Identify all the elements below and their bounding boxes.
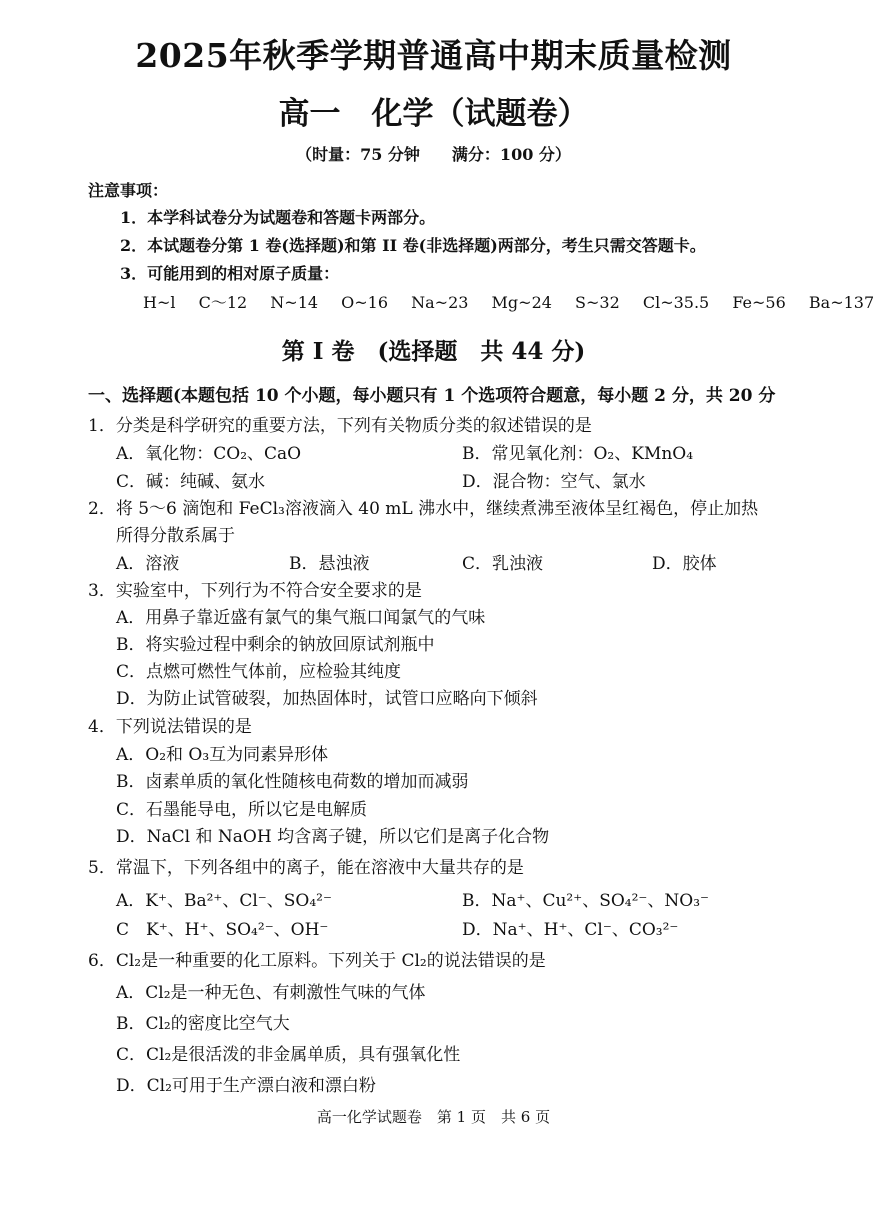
q5-stem: 5．常温下，下列各组中的离子，能在溶液中大量共存的是 [88, 858, 524, 878]
mass-c: C～12 [198, 293, 248, 312]
q1-option-b: B．常见氧化剂：O₂、KMnO₄ [462, 444, 694, 464]
time-score-info: （时量：75 分钟 满分：100 分） [296, 145, 571, 164]
q1-stem: 1．分类是科学研究的重要方法，下列有关物质分类的叙述错误的是 [88, 416, 592, 436]
atomic-masses [143, 290, 874, 313]
mass-mg: Mg~24 [491, 293, 552, 312]
part-one-heading: 一、选择题(本题包括 10 个小题，每小题只有 1 个选项符合题意，每小题 2 分，共 20 分 [88, 386, 776, 406]
q3-option-d: D．为防止试管破裂，加热固体时，试管口应略向下倾斜 [116, 689, 538, 709]
notice-item-2: 2．本试题卷分第 1 卷(选择题)和第 II 卷(非选择题)两部分，考生只需交答题卡。 [120, 236, 706, 255]
exam-subtitle: 高一 化学（试题卷） [278, 96, 589, 132]
q4-option-c: C．石墨能导电，所以它是电解质 [116, 800, 368, 820]
q6-option-a: A．Cl₂是一种无色、有刺激性气味的气体 [116, 983, 426, 1003]
mass-fe: Fe~56 [732, 293, 786, 312]
mass-s: S~32 [575, 293, 620, 312]
q1-option-d: D．混合物：空气、氯水 [462, 472, 646, 492]
page-footer: 高一化学试题卷 第 1 页 共 6 页 [316, 1108, 551, 1126]
q4-option-d: D．NaCl 和 NaOH 均含离子键，所以它们是离子化合物 [116, 827, 550, 847]
q6-option-d: D．Cl₂可用于生产漂白液和漂白粉 [116, 1076, 376, 1096]
q5-option-a: A．K⁺、Ba²⁺、Cl⁻、SO₄²⁻ [116, 891, 332, 911]
mass-o: O~16 [341, 293, 389, 312]
q6-option-c: C．Cl₂是很活泼的非金属单质，具有强氧化性 [116, 1045, 461, 1065]
q2-option-c: C．乳浊液 [462, 554, 544, 574]
q4-stem: 4．下列说法错误的是 [88, 717, 252, 737]
notice-item-3: 3．可能用到的相对原子质量： [120, 264, 340, 283]
q2-option-a: A．溶液 [116, 554, 180, 574]
q3-option-c: C．点燃可燃性气体前，应检验其纯度 [116, 662, 402, 682]
mass-cl: Cl~35.5 [642, 293, 710, 312]
q4-option-a: A．O₂和 O₃互为同素异形体 [116, 745, 329, 765]
q2-option-d: D．胶体 [652, 554, 717, 574]
q3-option-a: A．用鼻子靠近盛有氯气的集气瓶口闻氯气的气味 [116, 608, 486, 628]
mass-ba: Ba~137 [808, 293, 874, 312]
notice-item-1: 1．本学科试卷分为试题卷和答题卡两部分。 [120, 208, 436, 227]
q1-option-c: C．碱：纯碱、氨水 [116, 472, 266, 492]
q2-stem-line1: 2．将 5～6 滴饱和 FeCl₃溶液滴入 40 mL 沸水中，继续煮沸至液体呈红褐色，停止加热 [88, 499, 759, 519]
q5-option-d: D．Na⁺、H⁺、Cl⁻、CO₃²⁻ [462, 920, 679, 940]
q1-option-a: A．氧化物：CO₂、CaO [116, 444, 302, 464]
q6-stem: 6．Cl₂是一种重要的化工原料。下列关于 Cl₂的说法错误的是 [88, 951, 546, 971]
q3-option-b: B．将实验过程中剩余的钠放回原试剂瓶中 [116, 635, 435, 655]
q2-option-b: B．悬浊液 [289, 554, 370, 574]
q3-stem: 3．实验室中，下列行为不符合安全要求的是 [88, 581, 422, 601]
notice-heading: 注意事项： [88, 181, 169, 200]
exam-title: 2025年秋季学期普通高中期末质量检测 [135, 36, 732, 75]
mass-n: N~14 [270, 293, 319, 312]
mass-h: H~l [143, 293, 176, 312]
q5-option-c: C K⁺、H⁺、SO₄²⁻、OH⁻ [116, 920, 329, 940]
q2-stem-line2: 所得分散系属于 [116, 526, 235, 546]
section-title: 第 I 卷 (选择题 共 44 分) [281, 338, 586, 365]
mass-na: Na~23 [411, 293, 469, 312]
q6-option-b: B．Cl₂的密度比空气大 [116, 1014, 290, 1034]
q5-option-b: B．Na⁺、Cu²⁺、SO₄²⁻、NO₃⁻ [462, 891, 710, 911]
q4-option-b: B．卤素单质的氧化性随核电荷数的增加而减弱 [116, 772, 469, 792]
